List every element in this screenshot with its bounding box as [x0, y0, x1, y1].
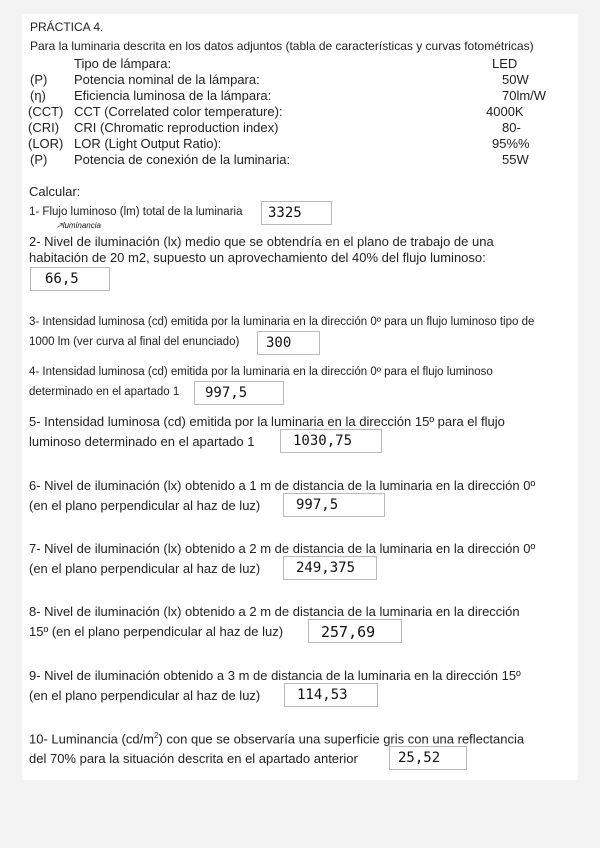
answer-8: 257,69 — [321, 623, 376, 641]
answer-10: 25,52 — [398, 750, 441, 766]
spec-value: LED — [492, 56, 518, 71]
spec-label: Potencia nominal de la lámpara: — [74, 72, 260, 87]
question-9-line1: 9- Nivel de iluminación obtenido a 3 m de distancia de la luminaria en la dirección 15º — [29, 668, 521, 683]
question-7-line2: (en el plano perpendicular al haz de luz) — [29, 561, 261, 576]
question-10-text-a: 10- Luminancia (cd/m — [29, 731, 154, 747]
answer-7: 249,375 — [296, 560, 356, 576]
question-6-line2: (en el plano perpendicular al haz de luz) — [29, 498, 261, 513]
spec-value: 70lm/W — [502, 88, 547, 103]
question-5-line1: 5- Intensidad luminosa (cd) emitida por la luminaria en la dirección 15º para el flujo — [29, 414, 505, 429]
answer-8-box[interactable] — [308, 619, 402, 643]
answer-3-box[interactable] — [257, 331, 320, 355]
question-2-line2: habitación de 20 m2, supuesto un aprovechamiento del 40% del flujo luminoso: — [29, 250, 486, 265]
spec-value: 55W — [502, 152, 529, 167]
question-4-line1: 4- Intensidad luminosa (cd) emitida por la luminaria en la dirección 0º para el flujo luminoso — [29, 366, 493, 378]
spec-symbol: (LOR) — [28, 136, 64, 151]
question-1: 1- Flujo luminoso (lm) total de la luminaria — [29, 206, 243, 218]
question-6-line1: 6- Nivel de iluminación (lx) obtenido a 1 m de distancia de la luminaria en la dirección 0º — [29, 478, 536, 493]
question-4-line2: determinado en el apartado 1 — [29, 386, 180, 398]
question-8-line1: 8- Nivel de iluminación (lx) obtenido a 2 m de distancia de la luminaria en la dirección — [29, 604, 520, 619]
answer-4-box[interactable] — [194, 381, 284, 405]
spec-label: Eficiencia luminosa de la lámpara: — [74, 88, 272, 103]
spec-value: 80- — [502, 120, 521, 135]
spec-value: 4000K — [486, 104, 524, 119]
worksheet-page — [22, 14, 578, 780]
page-title: PRÁCTICA 4. — [30, 20, 104, 34]
spec-label: CCT (Correlated color temperature): — [74, 104, 283, 119]
answer-7-box[interactable] — [283, 556, 377, 580]
question-3-line1: 3- Intensidad luminosa (cd) emitida por la luminaria en la dirección 0º para un flujo luminoso tipo de — [29, 316, 535, 328]
answer-4: 997,5 — [205, 385, 248, 401]
spec-value: 95%% — [492, 136, 530, 151]
question-8-line2: 15º (en el plano perpendicular al haz de luz) — [29, 624, 284, 639]
question-3-line2: 1000 lm (ver curva al final del enunciado) — [29, 336, 240, 348]
answer-9-box[interactable] — [284, 683, 378, 707]
spec-symbol: (P) — [30, 152, 48, 167]
question-2-line1: 2- Nivel de iluminación (lx) medio que se obtendría en el plano de trabajo de una — [29, 234, 494, 249]
spec-label: Tipo de lámpara: — [74, 56, 172, 71]
superscript-two: 2 — [154, 731, 159, 740]
spec-value: 50W — [502, 72, 529, 87]
question-10-line1 — [29, 731, 524, 746]
spec-symbol: (P) — [30, 72, 48, 87]
spec-label: LOR (Light Output Ratio): — [74, 136, 222, 151]
answer-6: 997,5 — [296, 497, 339, 513]
answer-1: 3325 — [268, 205, 302, 221]
question-10-text-b: ) con que se observaría una superficie gris con una reflectancia — [158, 731, 525, 747]
answer-5-box[interactable] — [280, 429, 382, 453]
intro-text: Para la luminaria descrita en los datos adjuntos (tabla de características y curvas fotométricas) — [30, 39, 534, 53]
answer-2: 66,5 — [45, 271, 79, 287]
answer-6-box[interactable] — [283, 493, 385, 517]
answer-2-box[interactable] — [30, 267, 110, 291]
spec-symbol: (CRI) — [28, 120, 60, 135]
answer-3: 300 — [266, 335, 292, 351]
spec-label: CRI (Chromatic reproduction index) — [74, 120, 279, 135]
answer-10-box[interactable] — [389, 746, 467, 770]
question-7-line1: 7- Nivel de iluminación (lx) obtenido a 2 m de distancia de la luminaria en la dirección 0º — [29, 541, 536, 556]
handwritten-note-text: luminancia — [62, 221, 101, 230]
answer-5: 1030,75 — [293, 433, 353, 449]
spec-label: Potencia de conexión de la luminaria: — [74, 152, 291, 167]
question-10-line2: del 70% para la situación descrita en el apartado anterior — [29, 751, 358, 766]
calculate-label: Calcular: — [29, 184, 81, 199]
spec-symbol: (CCT) — [28, 104, 64, 119]
answer-1-box[interactable] — [261, 201, 332, 225]
question-5-line2: luminoso determinado en el apartado 1 — [29, 434, 255, 449]
answer-9: 114,53 — [297, 687, 348, 703]
handwritten-note: ↗luminancia — [56, 221, 101, 230]
question-9-line2: (en el plano perpendicular al haz de luz) — [29, 688, 261, 703]
spec-symbol: (η) — [30, 88, 46, 103]
